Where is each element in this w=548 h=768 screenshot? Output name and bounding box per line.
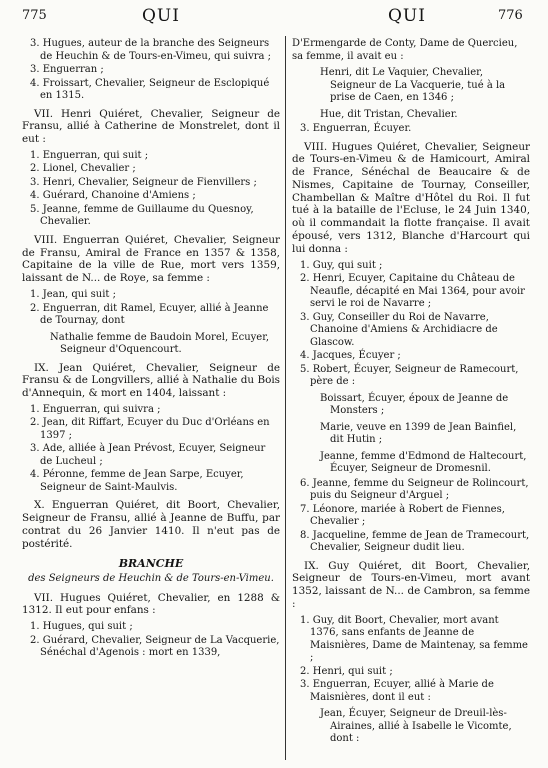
descendant-entry: Jeanne, femme d'Edmond de Haltecourt, Écuyer, Seigneur de Dromesnil. <box>320 450 527 475</box>
list-item: 4. Froissart, Chevalier, Seigneur de Esclopiqué en 1315. <box>30 77 270 101</box>
list-item: 3. Enguerran, Ecuyer, allié à Marie de Maisnières, dont il eut : <box>300 679 494 703</box>
list-item: 2. Henri, qui suit ; <box>300 665 393 677</box>
list-item: 1. Jean, qui suit ; <box>30 289 116 301</box>
list-item: 1. Enguerran, qui suivra ; <box>30 403 161 415</box>
right-column <box>292 38 530 748</box>
list-item: 2. Lionel, Chevalier ; <box>30 163 136 175</box>
genealogy-paragraph: VII. Henri Quiéret, Chevalier, Seigneur de Fransu, allié à Catherine de Monstrelet, dont il eut : <box>22 107 280 146</box>
list-item: 4. Péronne, femme de Jean Sarpe, Ecuyer, Seigneur de Saint-Maulvis. <box>30 469 244 493</box>
list-item: 2. Enguerran, dit Ramel, Ecuyer, allié à Jeanne de Tournay, dont <box>30 302 269 327</box>
genealogy-paragraph: IX. Guy Quiéret, dit Boort, Chevalier, Seigneur de Tours-en-Vimeu, mort avant 1352, laissant de N... de Cambron, sa femme : <box>292 559 530 611</box>
page-number-right: 776 <box>498 8 523 23</box>
descendant-entry: Boissart, Écuyer, époux de Jeanne de Monsters ; <box>320 392 509 417</box>
list-item: 3. Henri, Chevalier, Seigneur de Fienvillers ; <box>30 176 257 188</box>
descendant-entry: Hue, dit Tristan, Chevalier. <box>320 108 458 120</box>
section-title: BRANCHE <box>118 556 184 570</box>
section-subtitle: des Seigneurs de Heuchin & de Tours-en-Vimeu. <box>28 573 274 585</box>
list-item: 3. Enguerran, Écuyer. <box>300 123 412 134</box>
list-item: 1. Hugues, qui suit ; <box>30 621 133 633</box>
genealogy-paragraph: X. Enguerran Quiéret, dit Boort, Chevalier, Seigneur de Fransu, allié à Jeanne de Buffu, par contrat du 26 Janvier 1410. Il n'eut pas de postérité. <box>22 499 280 550</box>
running-header-left: QUI <box>142 6 180 26</box>
list-item: 2. Jean, dit Riffart, Ecuyer du Duc d'Orléans en 1397 ; <box>30 417 270 441</box>
column-divider <box>285 36 286 760</box>
list-item: 1. Guy, qui suit ; <box>300 259 383 271</box>
descendant-entry: Henri, dit Le Vaquier, Chevalier, Seigneur de La Vacquerie, tué à la prise de Caen, en 1346 ; <box>320 67 506 103</box>
list-item: 2. Henri, Ecuyer, Capitaine du Château de Neaufle, décapité en Mai 1364, pour avoir servi le roi de Navarre ; <box>300 273 525 310</box>
descendant-entry: Nathalie femme de Baudoin Morel, Ecuyer, Seigneur d'Oquencourt. <box>50 331 270 356</box>
list-item: 3. Hugues, auteur de la branche des Seigneurs de Heuchin & de Tours-en-Vimeu, qui suivra ; <box>30 38 272 62</box>
list-item: 4. Jacques, Écuyer ; <box>300 350 401 362</box>
list-item: 6. Jeanne, femme du Seigneur de Rolincourt, puis du Seigneur d'Arguel ; <box>300 477 529 502</box>
genealogy-paragraph: VIII. Enguerran Quiéret, Chevalier, Seigneur de Fransu, Amiral de France en 1357 & 1358, Capitaine de la ville de Rue, mort vers 1359, laissant de N... de Roye, sa femme : <box>22 233 280 285</box>
descendant-entry: Marie, veuve en 1399 de Jean Bainfiel, dit Hutin ; <box>320 421 517 446</box>
genealogy-paragraph: VIII. Hugues Quiéret, Chevalier, Seigneur de Tours-en-Vimeu & de Hamicourt, Amiral de France, Sénéchal de Beaucaire & de Nismes, Capitaine de Tournay, Conseiller, Chambellan & Maître d'Hôtel du Roi. Il fut tué à la bataille de l'Ecluse, le 24 Juin 1340, où il commandait la flotte française. Il avait épousé, vers 1312, Blanche d'Harcourt qui lui donna : <box>292 140 530 255</box>
list-item: 1. Enguerran, qui suit ; <box>30 149 149 161</box>
list-item: 3. Guy, Conseiller du Roi de Navarre, Chanoine d'Amiens & Archidiacre de Glascow. <box>300 311 498 348</box>
list-item: 7. Léonore, mariée à Robert de Fiennes, Chevalier ; <box>300 503 505 528</box>
list-item: 3. Enguerran ; <box>30 64 104 75</box>
list-item: 4. Guérard, Chanoine d'Amiens ; <box>30 190 196 202</box>
genealogy-paragraph: IX. Jean Quiéret, Chevalier, Seigneur de Fransu & de Longvillers, allié à Nathalie du Bois d'Annequin, & mort en 1404, laissant : <box>22 361 280 400</box>
list-item: 1. Guy, dit Boort, Chevalier, mort avant 1376, sans enfants de Jeanne de Maisnières, Dame de Maintenay, sa femme ; <box>300 614 528 664</box>
running-header-right: QUI <box>388 6 426 26</box>
genealogy-paragraph: VII. Hugues Quiéret, Chevalier, en 1288 & 1312. Il eut pour enfans : <box>22 591 280 617</box>
list-item: 5. Jeanne, femme de Guillaume du Quesnoy, Chevalier. <box>30 203 254 228</box>
list-item: 3. Ade, alliée à Jean Prévost, Ecuyer, Seigneur de Lucheul ; <box>30 443 266 467</box>
continuation-text: D'Ermengarde de Conty, Dame de Quercieu, sa femme, il avait eu : <box>292 38 518 62</box>
descendant-entry: Jean, Écuyer, Seigneur de Dreuil-lès-Airaines, allié à Isabelle le Vicomte, dont : <box>320 708 512 745</box>
page-number-left: 775 <box>22 8 47 23</box>
list-item: 8. Jacqueline, femme de Jean de Tramecourt, Chevalier, Seigneur dudit lieu. <box>300 529 530 554</box>
left-column <box>22 38 280 661</box>
list-item: 2. Guérard, Chevalier, Seigneur de La Vacquerie, Sénéchal d'Agenois : mort en 1339, <box>30 634 280 659</box>
list-item: 5. Robert, Écuyer, Seigneur de Ramecourt, père de : <box>300 363 519 388</box>
